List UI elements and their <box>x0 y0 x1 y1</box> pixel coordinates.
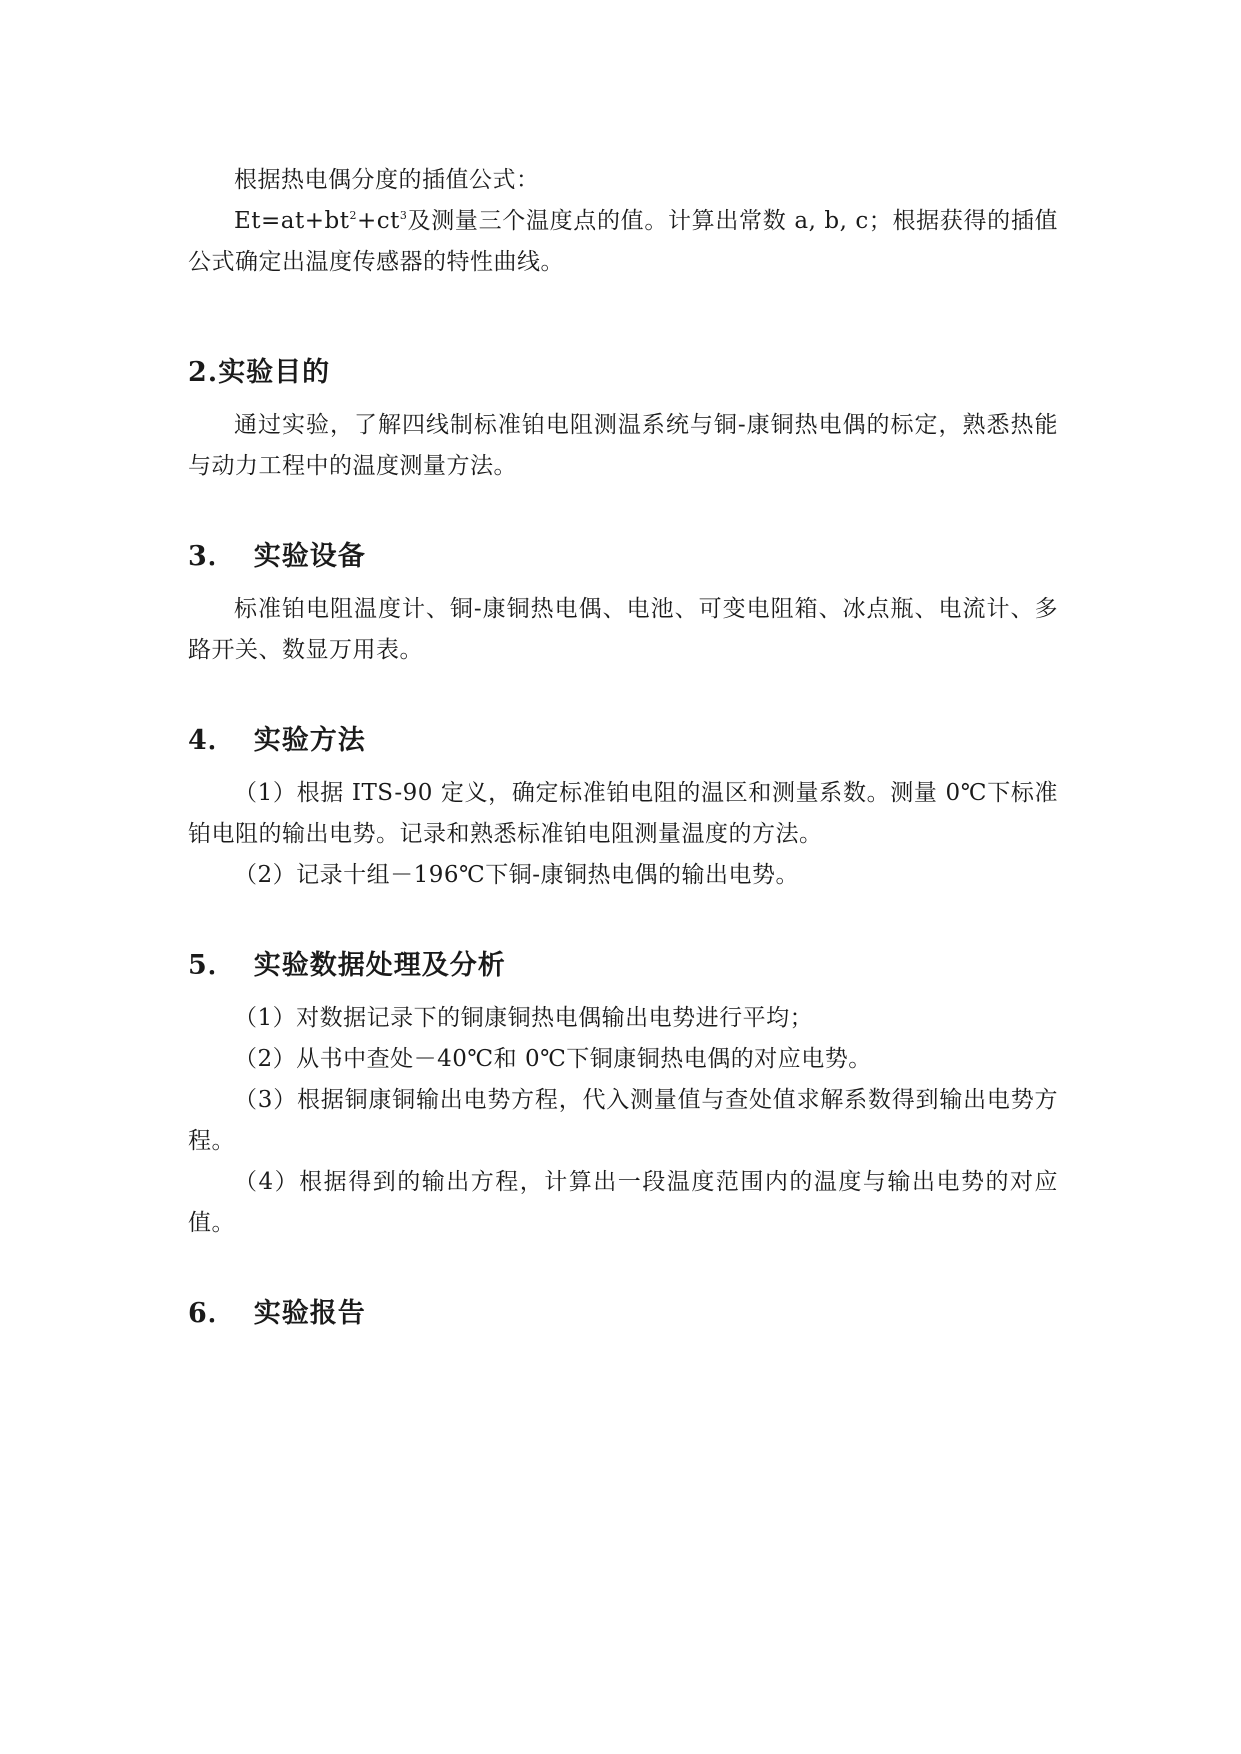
section-5-title: 实验数据处理及分析 <box>253 950 506 981</box>
section-6-number: 6． <box>188 1298 236 1329</box>
section-5-item: （2）从书中查处－40℃和 0℃下铜康铜热电偶的对应电势。 <box>234 1046 872 1072</box>
formula-paragraph <box>188 201 1058 283</box>
section-4-item: （1）根据 ITS-90 定义，确定标准铂电阻的温区和测量系数。测量 0℃下标准铂电阻的输出电势。记录和熟悉标准铂电阻测量温度的方法。 <box>188 780 1058 847</box>
section-5-item: （1）对数据记录下的铜康铜热电偶输出电势进行平均； <box>234 1005 814 1031</box>
section-5-item: （3）根据铜康铜输出电势方程，代入测量值与查处值求解系数得到输出电势方程。 <box>188 1087 1058 1154</box>
section-2-heading <box>188 353 1058 393</box>
formula-exponent-3: 3 <box>399 209 408 222</box>
document-page <box>188 160 1058 1334</box>
intro-line: 根据热电偶分度的插值公式： <box>234 167 540 193</box>
formula-part-1: Et=at+bt <box>234 208 350 234</box>
formula-part-2: +ct <box>357 208 400 234</box>
section-3-title: 实验设备 <box>253 541 366 572</box>
section-3-number: 3． <box>188 541 236 572</box>
formula-description: 及测量三个温度点的值。计算出常数 a, b, c；根据获得的插值公式确定出温度传感器的特性曲线。 <box>188 208 1058 275</box>
section-4-number: 4． <box>188 725 236 756</box>
section-2-number: 2. <box>188 357 219 388</box>
section-4-heading <box>188 721 1058 761</box>
section-5-number: 5． <box>188 950 236 981</box>
section-6-title: 实验报告 <box>253 1298 366 1329</box>
section-4-title: 实验方法 <box>253 725 366 756</box>
section-2-body: 通过实验，了解四线制标准铂电阻测温系统与铜-康铜热电偶的标定，熟悉热能与动力工程中的温度测量方法。 <box>188 412 1058 479</box>
section-5-heading <box>188 946 1058 986</box>
section-2-title: 实验目的 <box>218 357 331 388</box>
section-3-body: 标准铂电阻温度计、铜-康铜热电偶、电池、可变电阻箱、冰点瓶、电流计、多路开关、数显万用表。 <box>188 596 1058 663</box>
section-3-heading <box>188 537 1058 577</box>
section-6-heading <box>188 1294 1058 1334</box>
formula-exponent-2: 2 <box>349 209 357 222</box>
section-5-item: （4）根据得到的输出方程，计算出一段温度范围内的温度与输出电势的对应值。 <box>188 1169 1058 1236</box>
section-4-item: （2）记录十组－196℃下铜-康铜热电偶的输出电势。 <box>234 862 800 888</box>
